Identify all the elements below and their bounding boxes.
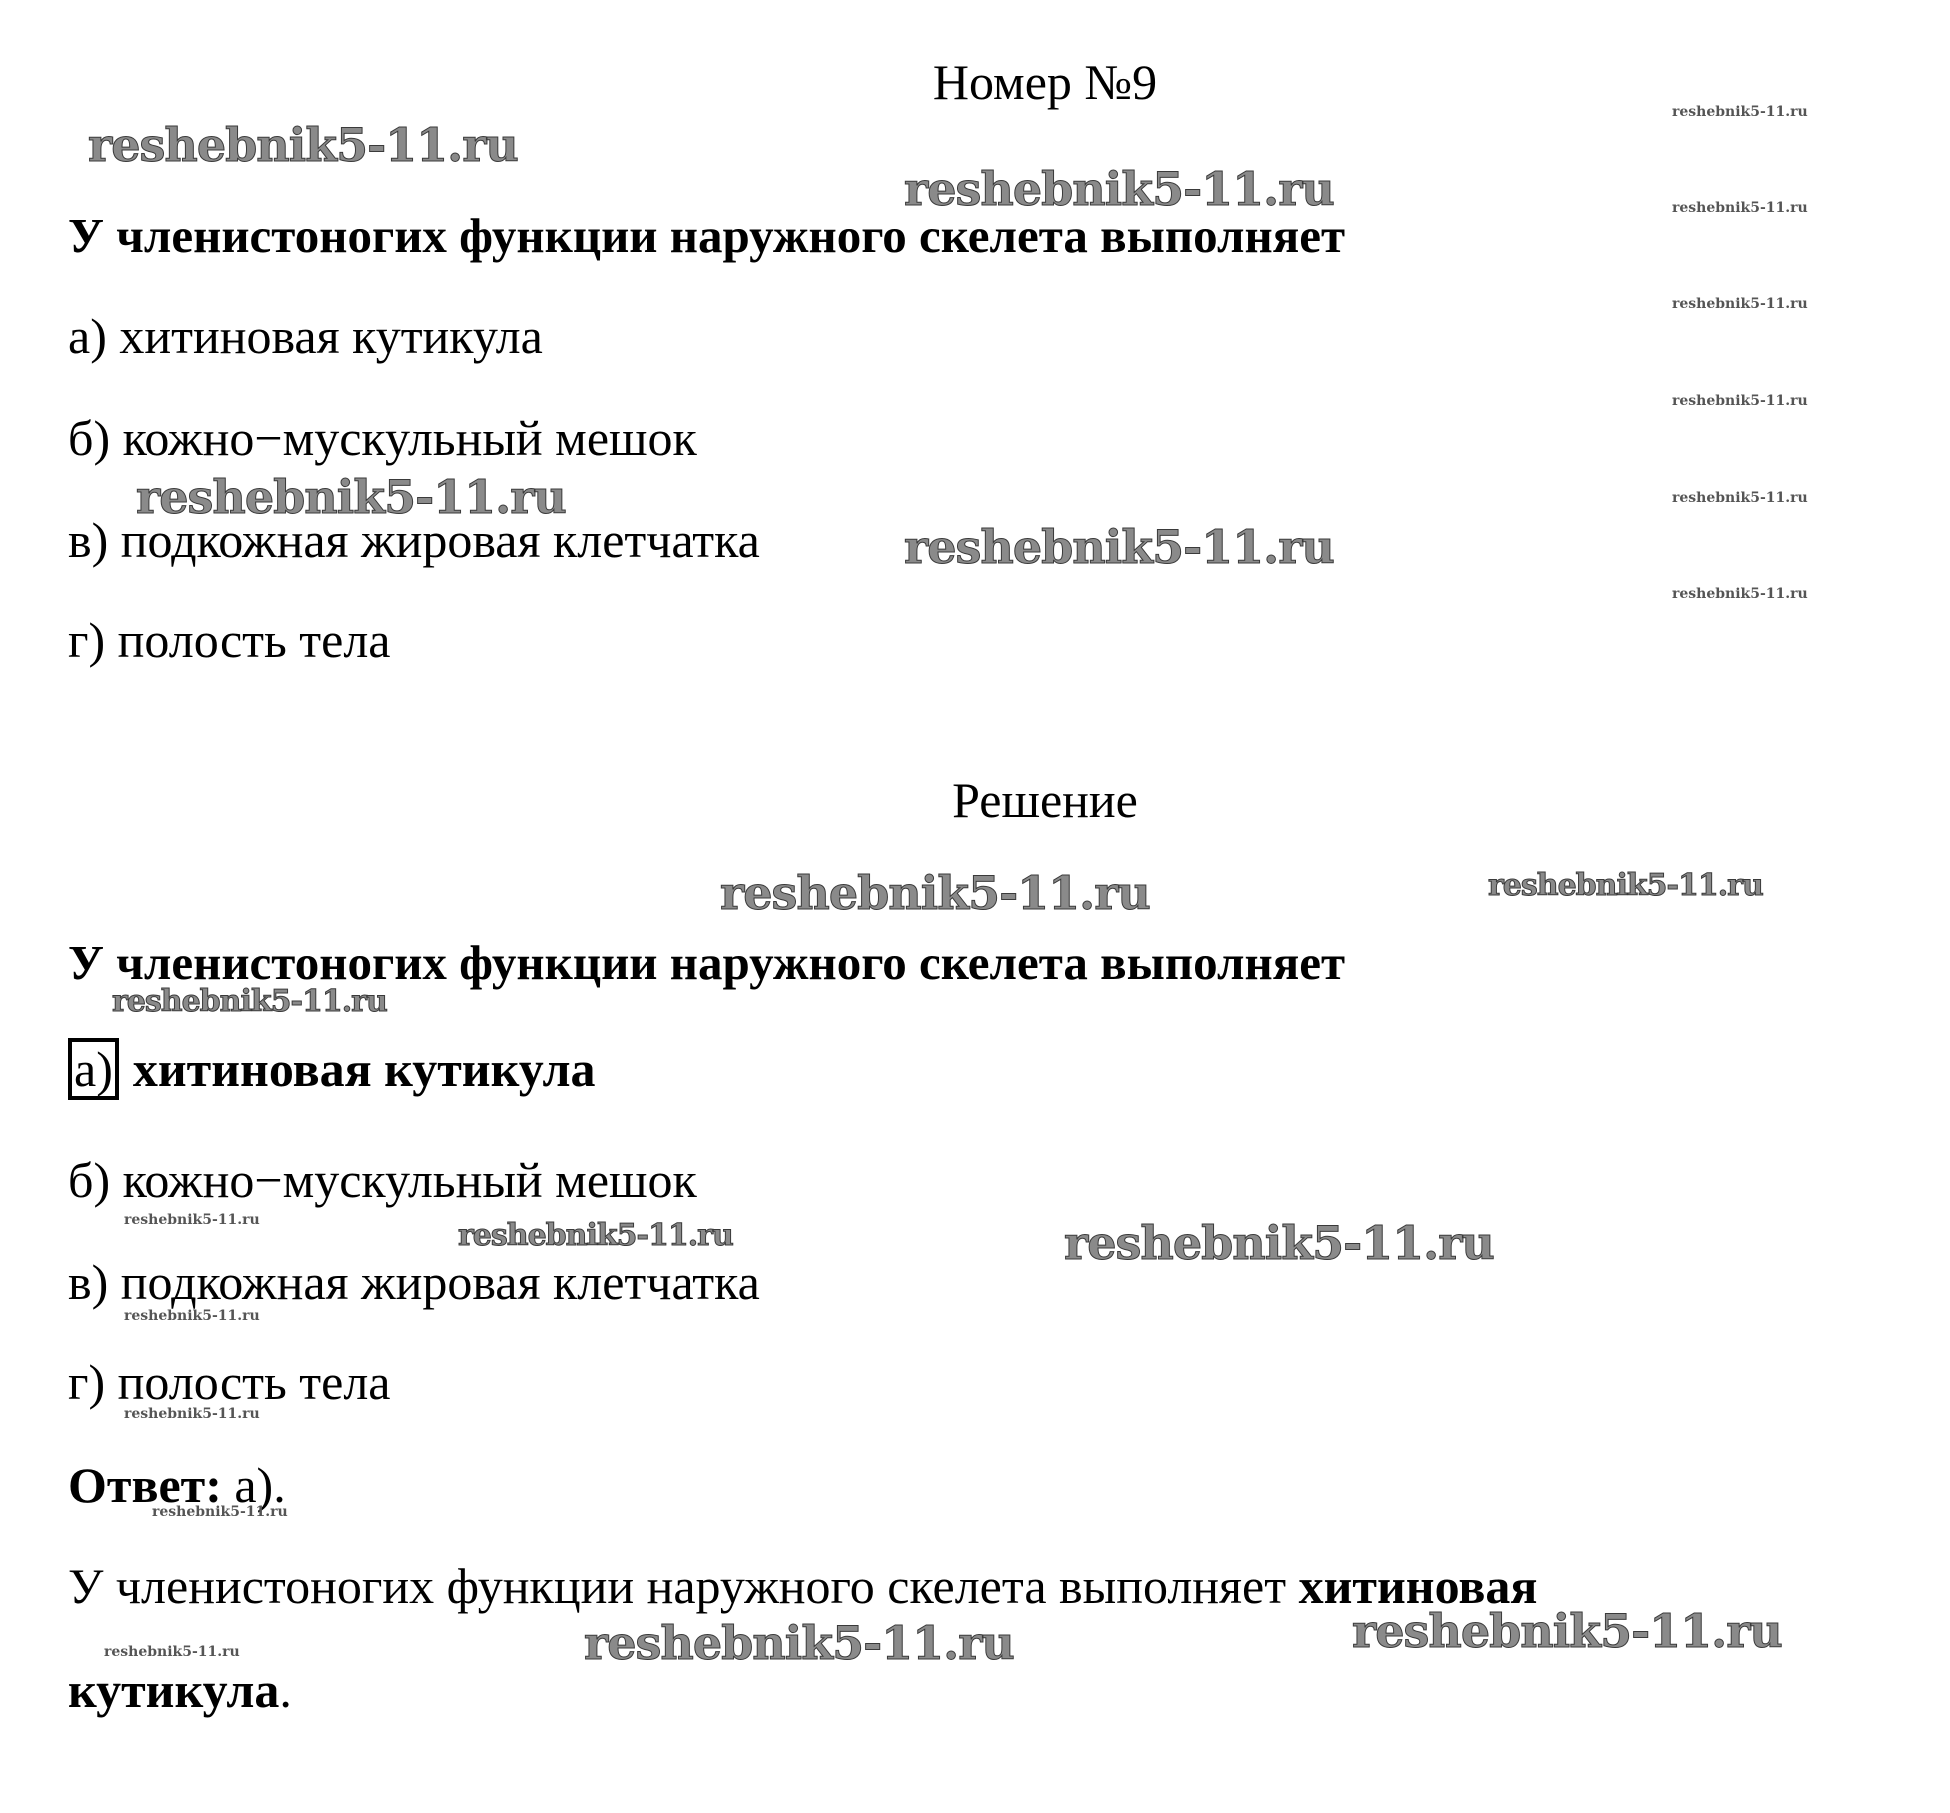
- option-d: г) полость тела: [68, 612, 391, 668]
- page-title: Номер №9: [932, 54, 1158, 110]
- watermark: reshebnik5-11.ru: [584, 1616, 1014, 1670]
- watermark: reshebnik5-11.ru: [112, 984, 387, 1019]
- watermark: reshebnik5-11.ru: [720, 866, 1150, 920]
- watermark: reshebnik5-11.ru: [1672, 393, 1808, 409]
- watermark: reshebnik5-11.ru: [88, 118, 518, 172]
- watermark: reshebnik5-11.ru: [1672, 200, 1808, 216]
- solution-question-text: У членистоногих функции наружного скелета выполняет: [68, 935, 1346, 990]
- correct-option-marker: а): [68, 1038, 119, 1100]
- conclusion-line-2: [68, 1660, 292, 1720]
- watermark: reshebnik5-11.ru: [1352, 1604, 1782, 1658]
- solution-heading: Решение: [952, 772, 1138, 828]
- watermark: reshebnik5-11.ru: [136, 470, 566, 524]
- solution-option-c: в) подкожная жировая клетчатка: [68, 1254, 760, 1310]
- watermark: reshebnik5-11.ru: [1488, 868, 1763, 903]
- question-text: У членистоногих функции наружного скелета выполняет: [68, 208, 1346, 263]
- watermark: reshebnik5-11.ru: [104, 1644, 240, 1660]
- correct-option-text: хитиновая кутикула: [132, 1041, 596, 1097]
- option-b: б) кожно−мускульный мешок: [68, 410, 697, 466]
- watermark: reshebnik5-11.ru: [152, 1504, 288, 1520]
- watermark: reshebnik5-11.ru: [124, 1212, 260, 1228]
- correct-option: [68, 1038, 596, 1100]
- answer-label: Ответ:: [68, 1457, 222, 1513]
- solution-option-b: б) кожно−мускульный мешок: [68, 1152, 697, 1208]
- watermark: reshebnik5-11.ru: [904, 520, 1334, 574]
- conclusion-suffix: .: [279, 1662, 292, 1718]
- watermark: reshebnik5-11.ru: [1672, 490, 1808, 506]
- watermark: reshebnik5-11.ru: [124, 1308, 260, 1324]
- watermark: reshebnik5-11.ru: [1672, 104, 1808, 120]
- conclusion-line-1: [68, 1556, 1537, 1616]
- solution-option-d: г) полость тела: [68, 1354, 391, 1410]
- answer-value: а).: [221, 1457, 286, 1513]
- conclusion-bold-1: хитиновая: [1298, 1558, 1538, 1614]
- watermark: reshebnik5-11.ru: [1672, 586, 1808, 602]
- watermark: reshebnik5-11.ru: [1064, 1216, 1494, 1270]
- option-c: в) подкожная жировая клетчатка: [68, 512, 760, 568]
- conclusion-prefix: У членистоногих функции наружного скелета выполняет: [68, 1558, 1299, 1614]
- conclusion-bold-2: кутикула: [68, 1662, 280, 1718]
- watermark: reshebnik5-11.ru: [1672, 296, 1808, 312]
- option-a: а) хитиновая кутикула: [68, 308, 543, 364]
- watermark: reshebnik5-11.ru: [904, 162, 1334, 216]
- watermark: reshebnik5-11.ru: [124, 1406, 260, 1422]
- watermark: reshebnik5-11.ru: [458, 1218, 733, 1253]
